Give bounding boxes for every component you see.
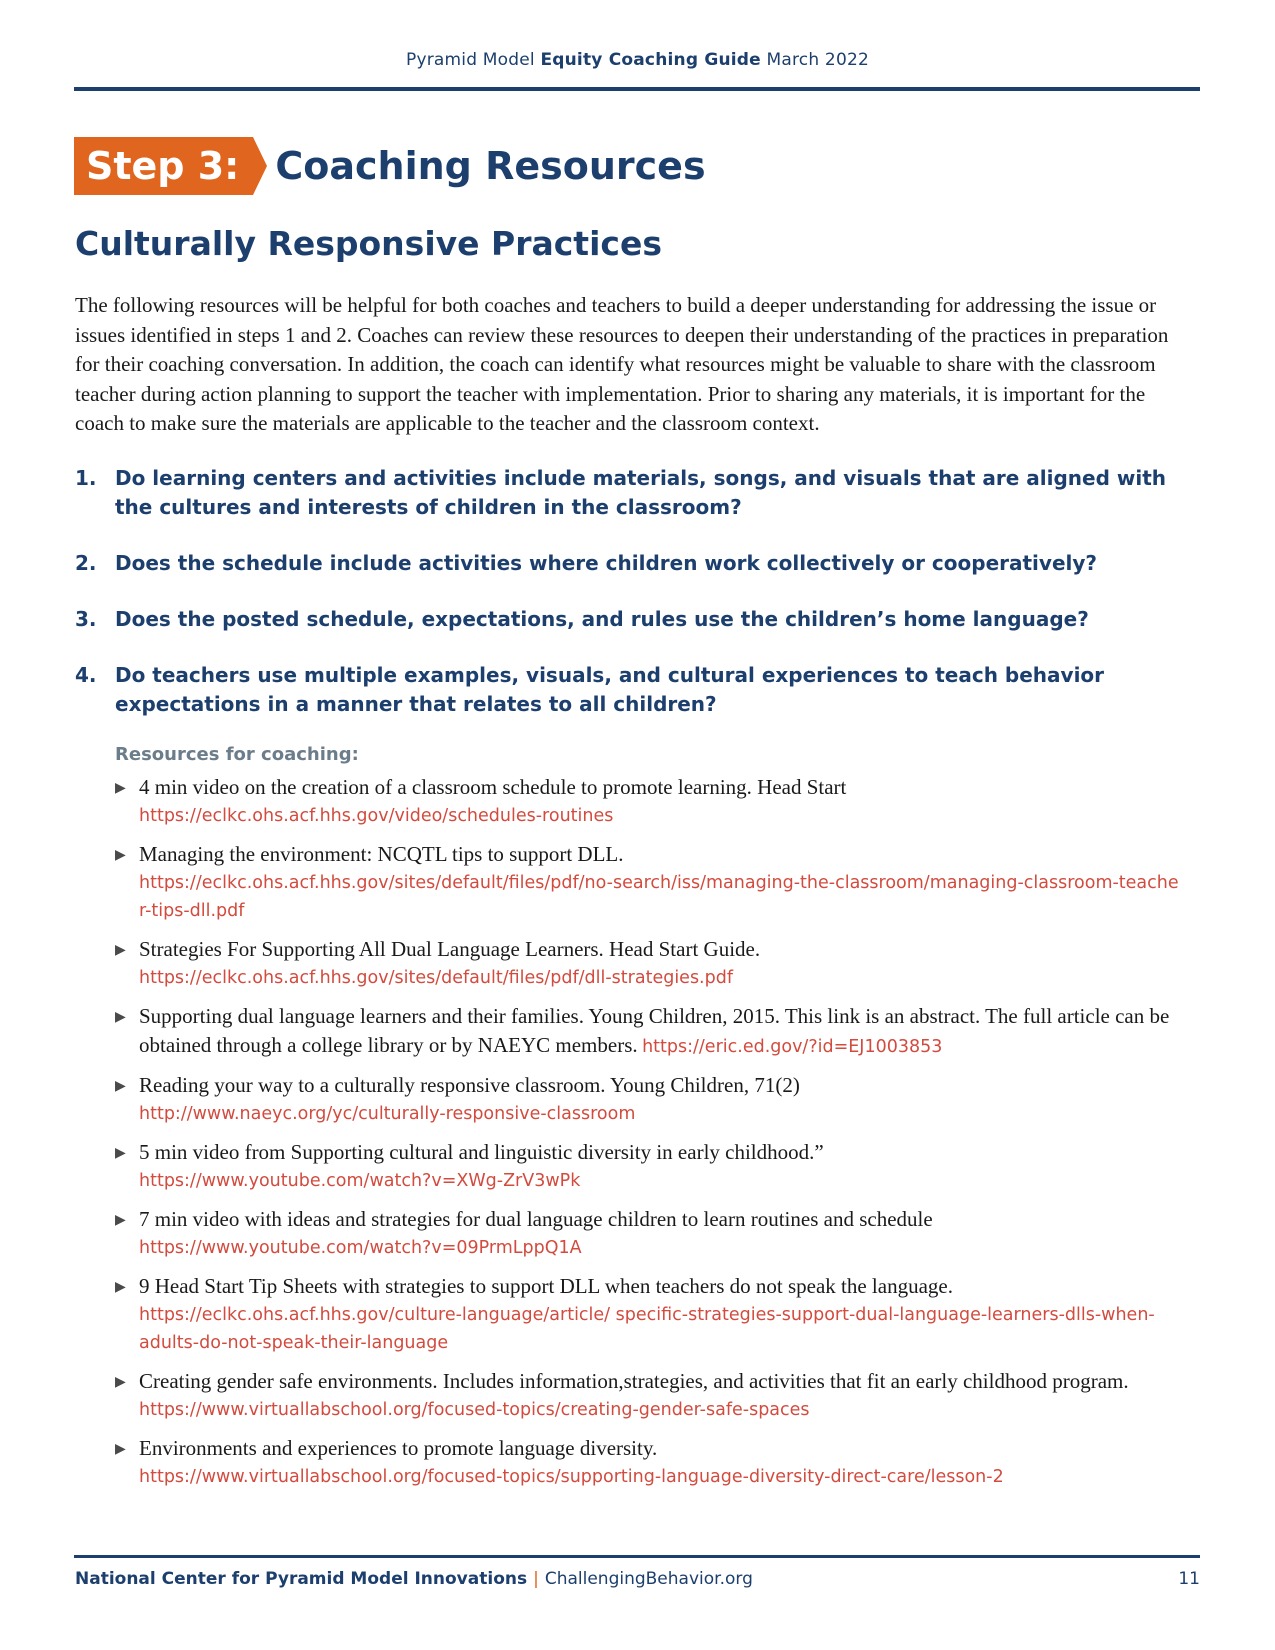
question-text: Do learning centers and activities include materials, songs, and visuals that are aligned with the cultures and interests of children in the classroom? bbox=[115, 466, 1166, 519]
question-text: Does the posted schedule, expectations, and rules use the children’s home language? bbox=[115, 607, 1089, 631]
triangle-bullet-icon: ▶ bbox=[115, 941, 126, 957]
resource-description: 4 min video on the creation of a classroom schedule to promote learning. Head Start bbox=[139, 775, 847, 799]
resource-list bbox=[115, 773, 1185, 1501]
resource-item bbox=[115, 1071, 1185, 1128]
footer-rule bbox=[74, 1555, 1200, 1558]
footer-org: National Center for Pyramid Model Innovations bbox=[75, 1569, 528, 1589]
footer-separator: | bbox=[533, 1569, 539, 1589]
resource-link[interactable]: https://www.virtuallabschool.org/focused-topics/supporting-language-diversity-direct-care/lesson-2 bbox=[139, 1467, 1004, 1487]
resource-link[interactable]: https://eclkc.ohs.acf.hhs.gov/sites/default/files/pdf/no-search/iss/managing-the-classroom/managing-classroom-teacher-tips-dll.pdf bbox=[139, 873, 1179, 921]
resource-item bbox=[115, 1367, 1185, 1424]
page-header bbox=[0, 50, 1275, 70]
resources-label: Resources for coaching: bbox=[115, 744, 359, 765]
triangle-bullet-icon: ▶ bbox=[115, 1008, 126, 1024]
question-item bbox=[75, 549, 1200, 578]
triangle-bullet-icon: ▶ bbox=[115, 846, 126, 862]
triangle-bullet-icon: ▶ bbox=[115, 1144, 126, 1160]
question-item bbox=[75, 464, 1200, 522]
question-list bbox=[75, 464, 1200, 746]
resource-description: 5 min video from Supporting cultural and linguistic diversity in early childhood.” bbox=[139, 1140, 824, 1164]
question-text: Does the schedule include activities where children work collectively or cooperatively? bbox=[115, 551, 1098, 575]
resource-description: Managing the environment: NCQTL tips to support DLL. bbox=[139, 842, 624, 866]
header-guide-title: Equity Coaching Guide bbox=[540, 50, 761, 70]
step-heading bbox=[74, 137, 706, 195]
question-item bbox=[75, 661, 1200, 719]
resource-item bbox=[115, 1205, 1185, 1262]
header-date: March 2022 bbox=[760, 50, 869, 70]
triangle-bullet-icon: ▶ bbox=[115, 1278, 126, 1294]
resource-description: Creating gender safe environments. Includes information,strategies, and activities that fit an early childhood program. bbox=[139, 1369, 1129, 1393]
step-badge: Step 3: bbox=[74, 137, 253, 195]
resource-item bbox=[115, 935, 1185, 992]
resource-link[interactable]: http://www.naeyc.org/yc/culturally-responsive-classroom bbox=[139, 1104, 636, 1124]
question-number: 1. bbox=[75, 466, 97, 490]
triangle-bullet-icon: ▶ bbox=[115, 779, 126, 795]
resource-description: Reading your way to a culturally responsive classroom. Young Children, 71(2) bbox=[139, 1073, 800, 1097]
question-number: 3. bbox=[75, 607, 97, 631]
resource-link[interactable]: https://eclkc.ohs.acf.hhs.gov/video/schedules-routines bbox=[139, 806, 614, 826]
intro-paragraph: The following resources will be helpful for both coaches and teachers to build a deeper understanding for addressing the issue or issues identified in steps 1 and 2. Coaches can review these resources to deepen their understanding of the practices in preparation for their coaching conversation. In addition, the coach can identify what resources might be valuable to share with the classroom teacher during action planning to support the teacher with implementation. Prior to sharing any materials, it is important for the coach to make sure the materials are applicable to the teacher and the classroom context. bbox=[75, 293, 1169, 435]
header-rule bbox=[74, 87, 1200, 91]
question-text: Do teachers use multiple examples, visuals, and cultural experiences to teach behavior expectations in a manner that relates to all children? bbox=[115, 663, 1105, 716]
resource-item bbox=[115, 773, 1185, 830]
resource-item bbox=[115, 1434, 1185, 1491]
resource-item bbox=[115, 1272, 1185, 1357]
footer-site-link[interactable]: ChallengingBehavior.org bbox=[544, 1569, 753, 1589]
resource-item bbox=[115, 840, 1185, 925]
resource-link[interactable]: https://www.youtube.com/watch?v=09PrmLppQ1A bbox=[139, 1238, 582, 1258]
question-item bbox=[75, 605, 1200, 634]
triangle-bullet-icon: ▶ bbox=[115, 1440, 126, 1456]
page-number: 11 bbox=[1178, 1569, 1200, 1589]
step-title: Coaching Resources bbox=[275, 144, 706, 188]
footer bbox=[75, 1569, 753, 1589]
resource-link[interactable]: https://www.youtube.com/watch?v=XWg-ZrV3wPk bbox=[139, 1171, 581, 1191]
resource-item bbox=[115, 1138, 1185, 1195]
triangle-bullet-icon: ▶ bbox=[115, 1373, 126, 1389]
resource-link[interactable]: https://www.virtuallabschool.org/focused-topics/creating-gender-safe-spaces bbox=[139, 1400, 810, 1420]
triangle-bullet-icon: ▶ bbox=[115, 1077, 126, 1093]
header-pre: Pyramid Model bbox=[406, 50, 541, 70]
resource-description: Supporting dual language learners and their families. Young Children, 2015. This link is an abstract. The full article can be obtained through a college library or by NAEYC members. bbox=[139, 1004, 1170, 1057]
resource-description: Environments and experiences to promote language diversity. bbox=[139, 1436, 658, 1460]
resource-link[interactable]: https://eric.ed.gov/?id=EJ1003853 bbox=[642, 1037, 943, 1057]
resource-link[interactable]: https://eclkc.ohs.acf.hhs.gov/sites/default/files/pdf/dll-strategies.pdf bbox=[139, 968, 734, 988]
resource-item bbox=[115, 1002, 1185, 1061]
resource-link[interactable]: https://eclkc.ohs.acf.hhs.gov/culture-language/article/ specific-strategies-support-dual-language-learners-dlls-when-adults-do-not-speak-their-language bbox=[139, 1305, 1155, 1353]
question-number: 4. bbox=[75, 663, 97, 687]
triangle-bullet-icon: ▶ bbox=[115, 1211, 126, 1227]
resource-description: 7 min video with ideas and strategies for dual language children to learn routines and schedule bbox=[139, 1207, 933, 1231]
section-title: Culturally Responsive Practices bbox=[75, 224, 662, 263]
resource-description: 9 Head Start Tip Sheets with strategies to support DLL when teachers do not speak the language. bbox=[139, 1274, 953, 1298]
question-number: 2. bbox=[75, 551, 97, 575]
resource-description: Strategies For Supporting All Dual Language Learners. Head Start Guide. bbox=[139, 937, 761, 961]
